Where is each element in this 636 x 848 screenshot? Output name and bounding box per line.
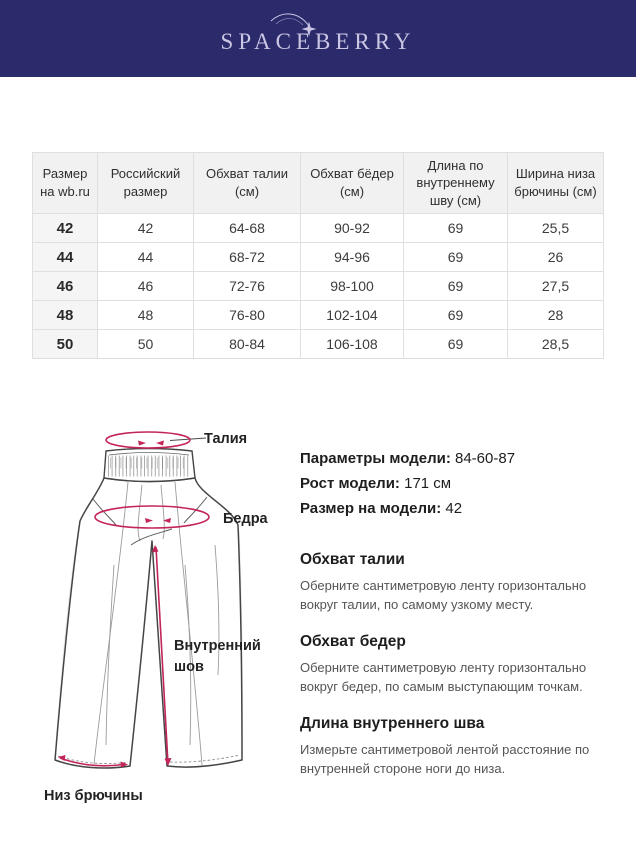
model-info-label: Рост модели:: [300, 475, 400, 492]
table-cell: 76-80: [194, 301, 301, 330]
guide-section-description: Измерьте сантиметровой лентой расстояние по внутренней стороне ноги до низа.: [300, 742, 590, 776]
table-cell: 90-92: [301, 214, 404, 243]
inseam-label: Внутренний шов: [174, 638, 261, 675]
model-info-value: 42: [441, 500, 463, 517]
row-header-cell: 48: [33, 301, 98, 330]
table-cell: 69: [404, 330, 508, 359]
guide-section-title: Обхват талии: [300, 551, 405, 568]
model-info-label: Параметры модели:: [300, 450, 451, 467]
table-cell: 48: [98, 301, 194, 330]
guide-section-description: Оберните сантиметровую ленту горизонтально вокруг талии, по самому узкому месту.: [300, 578, 587, 612]
row-header-cell: 50: [33, 330, 98, 359]
guide-section-title: Обхват бедер: [300, 633, 406, 650]
table-cell: 69: [404, 272, 508, 301]
table-cell: 42: [98, 214, 194, 243]
waist-measure-arrows: [138, 441, 164, 446]
table-cell: 69: [404, 243, 508, 272]
model-info-line: [300, 496, 612, 521]
table-row: [33, 214, 604, 243]
model-info-value: 84-60-87: [450, 450, 516, 467]
table-row: [33, 272, 604, 301]
brand-header: [0, 0, 636, 77]
model-info-label: Размер на модели:: [300, 500, 442, 517]
hem-label: Низ брючины: [44, 788, 143, 804]
column-header: Ширина низа брючины (см): [508, 153, 604, 214]
table-cell: 106-108: [301, 330, 404, 359]
measurement-guide: [300, 551, 612, 778]
size-table-body: [33, 214, 604, 359]
table-cell: 25,5: [508, 214, 604, 243]
model-info-value: 171 см: [399, 475, 452, 492]
guide-section-description: Оберните сантиметровую ленту горизонтально вокруг бедер, по самым выступающим точкам.: [300, 660, 587, 694]
info-column: [300, 446, 612, 797]
table-cell: 28,5: [508, 330, 604, 359]
table-cell: 69: [404, 301, 508, 330]
row-header-cell: 42: [33, 214, 98, 243]
column-header: Обхват бёдер (см): [301, 153, 404, 214]
table-cell: 68-72: [194, 243, 301, 272]
row-header-cell: 46: [33, 272, 98, 301]
model-info-line: [300, 446, 612, 471]
pants-diagram: [30, 415, 290, 815]
size-table-header-row: [33, 153, 604, 214]
table-row: [33, 301, 604, 330]
waist-label: Талия: [204, 431, 248, 447]
table-cell: 94-96: [301, 243, 404, 272]
column-header: Обхват талии (см): [194, 153, 301, 214]
table-cell: 26: [508, 243, 604, 272]
table-cell: 50: [98, 330, 194, 359]
column-header: Размер на wb.ru: [33, 153, 98, 214]
table-cell: 46: [98, 272, 194, 301]
table-cell: 28: [508, 301, 604, 330]
table-cell: 102-104: [301, 301, 404, 330]
measurement-figure: [0, 405, 636, 848]
brand-logo: SPACEBERRY: [220, 29, 416, 54]
table-cell: 27,5: [508, 272, 604, 301]
row-header-cell: 44: [33, 243, 98, 272]
guide-section: [300, 551, 612, 614]
table-cell: 69: [404, 214, 508, 243]
table-cell: 72-76: [194, 272, 301, 301]
table-row: [33, 243, 604, 272]
model-info-line: [300, 471, 612, 496]
table-cell: 44: [98, 243, 194, 272]
guide-section: [300, 633, 612, 696]
table-cell: 98-100: [301, 272, 404, 301]
table-cell: 64-68: [194, 214, 301, 243]
model-info: [300, 446, 612, 521]
table-cell: 80-84: [194, 330, 301, 359]
column-header: Длина по внутреннему шву (см): [404, 153, 508, 214]
guide-section-title: Длина внутреннего шва: [300, 715, 485, 732]
column-header: Российский размер: [98, 153, 194, 214]
size-table: [32, 152, 604, 359]
hips-label: Бедра: [223, 511, 268, 527]
guide-section: [300, 715, 612, 778]
table-row: [33, 330, 604, 359]
